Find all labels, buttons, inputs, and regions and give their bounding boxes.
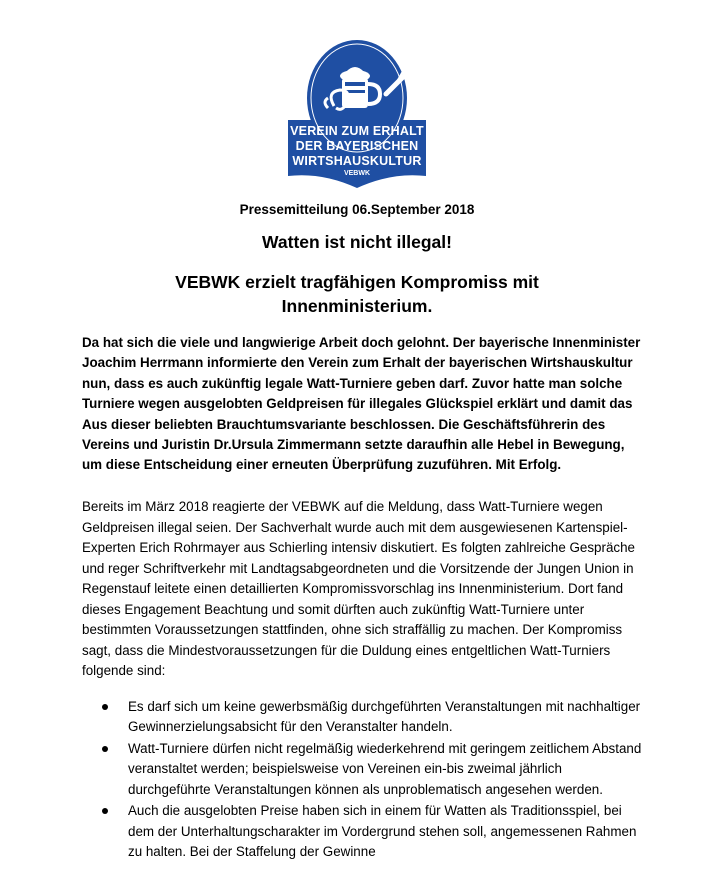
bullet-icon bbox=[102, 704, 108, 710]
headline: Watten ist nicht illegal! bbox=[262, 232, 452, 252]
conditions-list bbox=[82, 697, 642, 864]
logo-line-3: WIRTSHAUSKULTUR bbox=[292, 154, 422, 168]
list-item-text: Auch die ausgelobten Preise haben sich in einem für Watten als Traditionsspiel, bei dem der Unterhaltungscharakter im Vordergrund stehen soll, angemessenen Rahmen zu halten. Bei der Staffelung der Gewinne bbox=[128, 803, 637, 860]
logo-line-1: VEREIN ZUM ERHALT bbox=[290, 124, 424, 138]
list-item-text: Watt-Turniere dürfen nicht regelmäßig wiederkehrend mit geringem zeitlichem Abstand veranstaltet werden; beispielsweise von Vereinen ein-bis zweimal jährlich durchgeführte Veranstaltungen können als unproblematisch angesehen werden. bbox=[128, 741, 642, 797]
body-paragraph: Bereits im März 2018 reagierte der VEBWK auf die Meldung, dass Watt-Turniere wegen Geldpreisen illegal seien. Der Sachverhalt wurde auch mit dem ausgewiesenen Kartenspiel-Experten Erich Rohrmayer aus Schierling intensiv diskutiert. Es folgten zahlreiche Gespräche und reger Schriftverkehr mit Landtagsabgeordneten und die Vorsitzende der Jungen Union in Regenstauf leitete einen detaillierten Kompromissvorschlag ins Innenministerium. Dort fand dieses Engagement Beachtung und somit dürften auch zukünftig Watt-Turniere unter bestimmten Voraussetzungen stattfinden, ohne sich straffällig zu machen. Der Kompromiss sagt, dass die Mindestvoraussetzungen für die Duldung eines entgeltlichen Watt-Turniers folgende sind: bbox=[82, 499, 635, 678]
press-release-date: Pressemitteilung 06.September 2018 bbox=[239, 202, 475, 217]
bullet-icon bbox=[102, 746, 108, 752]
logo-abbreviation: VEBWK bbox=[343, 170, 371, 177]
vebwk-logo bbox=[282, 36, 432, 198]
logo-line-2: DER BAYERISCHEN bbox=[295, 139, 419, 153]
bullet-icon bbox=[102, 808, 108, 814]
list-item bbox=[82, 801, 642, 862]
lead-paragraph: Da hat sich die viele und langwierige Arbeit doch gelohnt. Der bayerische Innenminister Joachim Herrmann informierte den Verein zum Erhalt der bayerischen Wirtshauskultur nun, dass es auch zukünftig legale Watt-Turniere geben darf. Zuvor hatte man solche Turniere wegen ausgelobten Geldpreisen für illegales Glückspiel erklärt und damit das Aus dieser beliebten Brauchtumsvariante beschlossen. Die Geschäftsführerin des Vereins und Juristin Dr.Ursula Zimmermann setzte daraufhin alle Hebel in Bewegung, um diese Entscheidung einer erneuten Überprüfung zuzuführen. Mit Erfolg. bbox=[82, 335, 641, 473]
list-item-text: Es darf sich um keine gewerbsmäßig durchgeführten Veranstaltungen mit nachhaltiger Gewinnerzielungsabsicht für den Veranstalter handeln. bbox=[128, 699, 641, 735]
subheadline: VEBWK erzielt tragfähigen Kompromiss mit Innenministerium. bbox=[175, 272, 539, 316]
list-item bbox=[82, 739, 642, 800]
list-item bbox=[82, 697, 642, 738]
